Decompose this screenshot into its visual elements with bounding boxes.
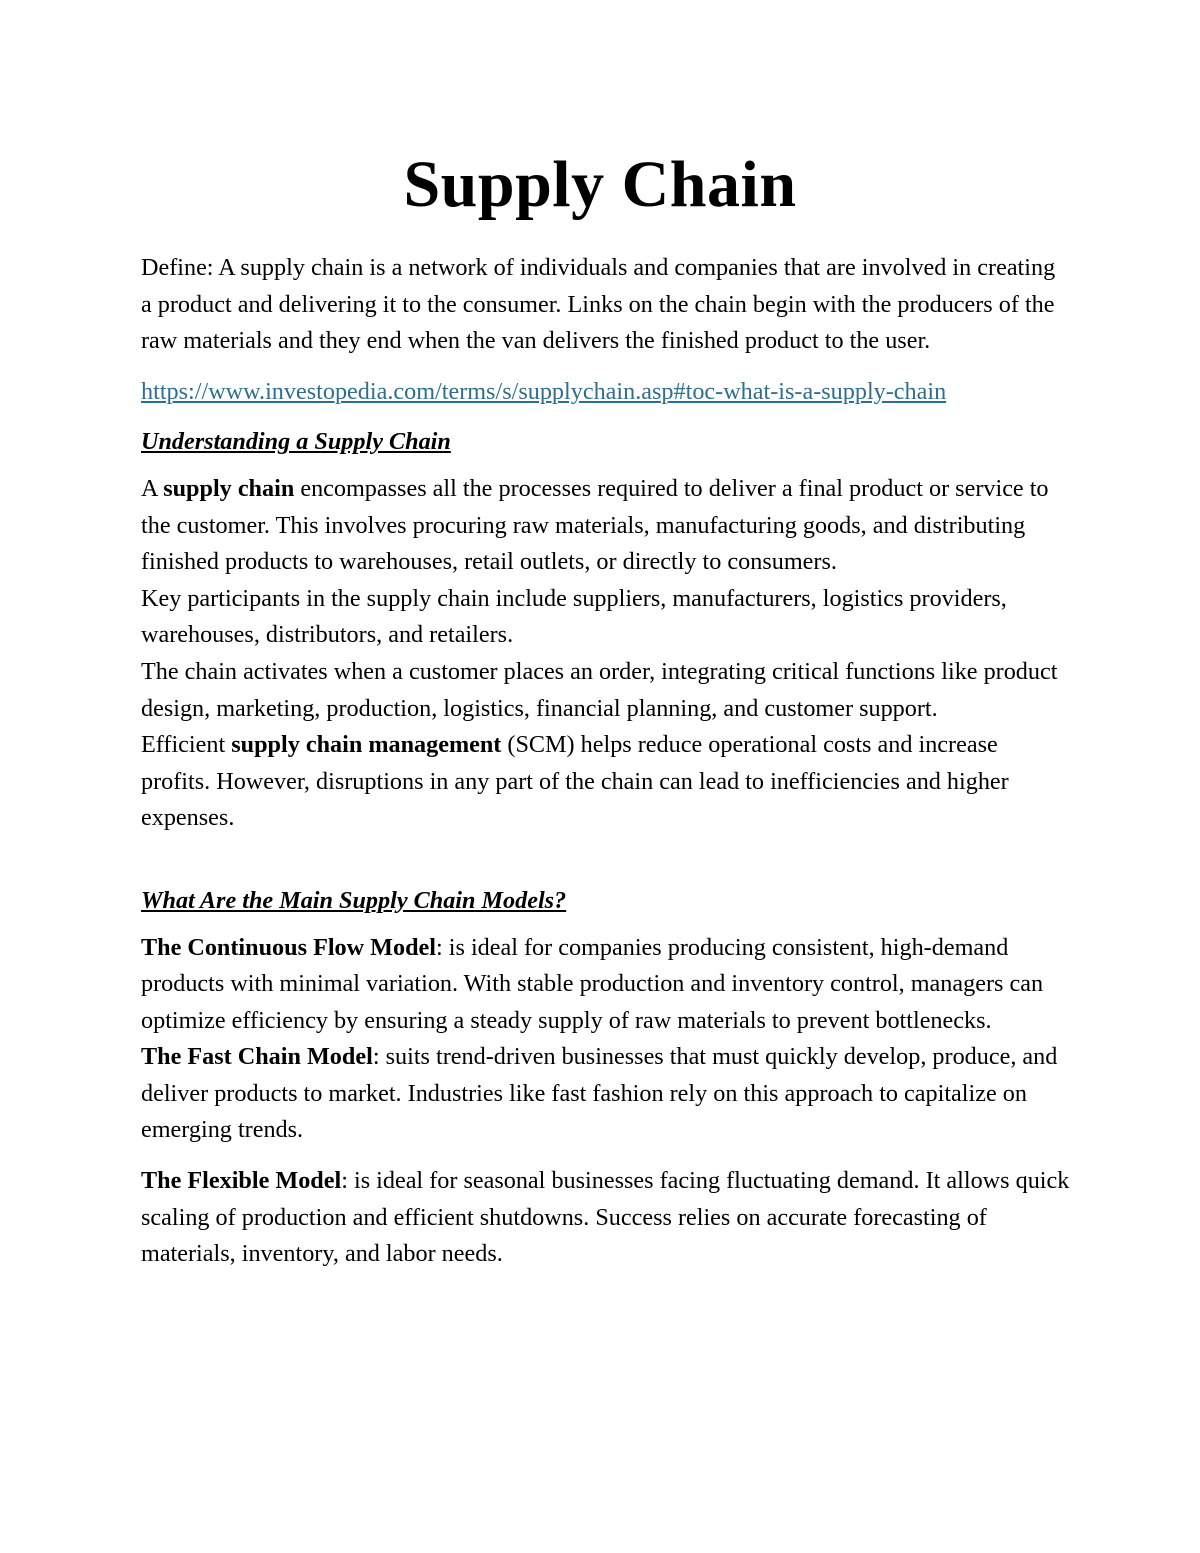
section-heading-models: What Are the Main Supply Chain Models? — [141, 886, 567, 914]
model-description: : suits trend-driven businesses that must quickly develop, produce, and deliver products to market. Industries like fast fashion rely on this approach to capitalize on emerging trends. — [141, 1043, 1058, 1144]
text-run: Efficient — [141, 731, 232, 759]
bold-term: supply chain — [163, 474, 295, 502]
paragraph-participants: Key participants in the supply chain include suppliers, manufacturers, logistics providers, warehouses, distributors, and retailers. — [141, 584, 1007, 649]
text-run: (SCM) helps reduce operational costs and increase profits. However, disruptions in any part of the chain can lead to inefficiencies and higher expenses. — [141, 731, 1009, 832]
paragraph-scm — [141, 727, 1071, 837]
model-name: The Continuous Flow Model — [141, 933, 436, 961]
model-name: The Fast Chain Model — [141, 1043, 373, 1071]
document-body — [141, 250, 1071, 1273]
paragraph-continuous-flow — [141, 930, 1071, 1040]
paragraph-supply-chain — [141, 471, 1071, 581]
source-link[interactable]: https://www.investopedia.com/terms/s/supplychain.asp#toc-what-is-a-supply-chain — [141, 377, 947, 405]
model-description: : is ideal for companies producing consistent, high-demand products with minimal variation. With stable production and inventory control, managers can optimize efficiency by ensuring a steady supply of raw materials to prevent bottlenecks. — [141, 933, 1044, 1034]
model-description: : is ideal for seasonal businesses facing fluctuating demand. It allows quick scaling of production and efficient shutdowns. Success relies on accurate forecasting of materials, inventory, and labor needs. — [141, 1167, 1070, 1268]
bold-term: supply chain management — [231, 731, 502, 759]
section-heading-understanding: Understanding a Supply Chain — [141, 428, 451, 456]
source-link-paragraph — [141, 374, 1071, 411]
page-title: Supply Chain — [403, 148, 797, 221]
model-name: The Flexible Model — [141, 1167, 342, 1195]
paragraph-activation: The chain activates when a customer places an order, integrating critical functions like product design, marketing, production, logistics, financial planning, and customer support. — [141, 657, 1058, 722]
definition-paragraph: Define: A supply chain is a network of individuals and companies that are involved in creating a product and delivering it to the consumer. Links on the chain begin with the producers of the raw materials and they end when the van delivers the finished product to the user. — [141, 254, 1056, 355]
paragraph-flexible — [141, 1163, 1071, 1273]
text-run: encompasses all the processes required to deliver a final product or service to the customer. This involves procuring raw materials, manufacturing goods, and distributing finished products to warehouses, retail outlets, or directly to consumers. — [141, 474, 1049, 576]
text-run: A — [141, 474, 164, 502]
paragraph-fast-chain — [141, 1039, 1071, 1149]
